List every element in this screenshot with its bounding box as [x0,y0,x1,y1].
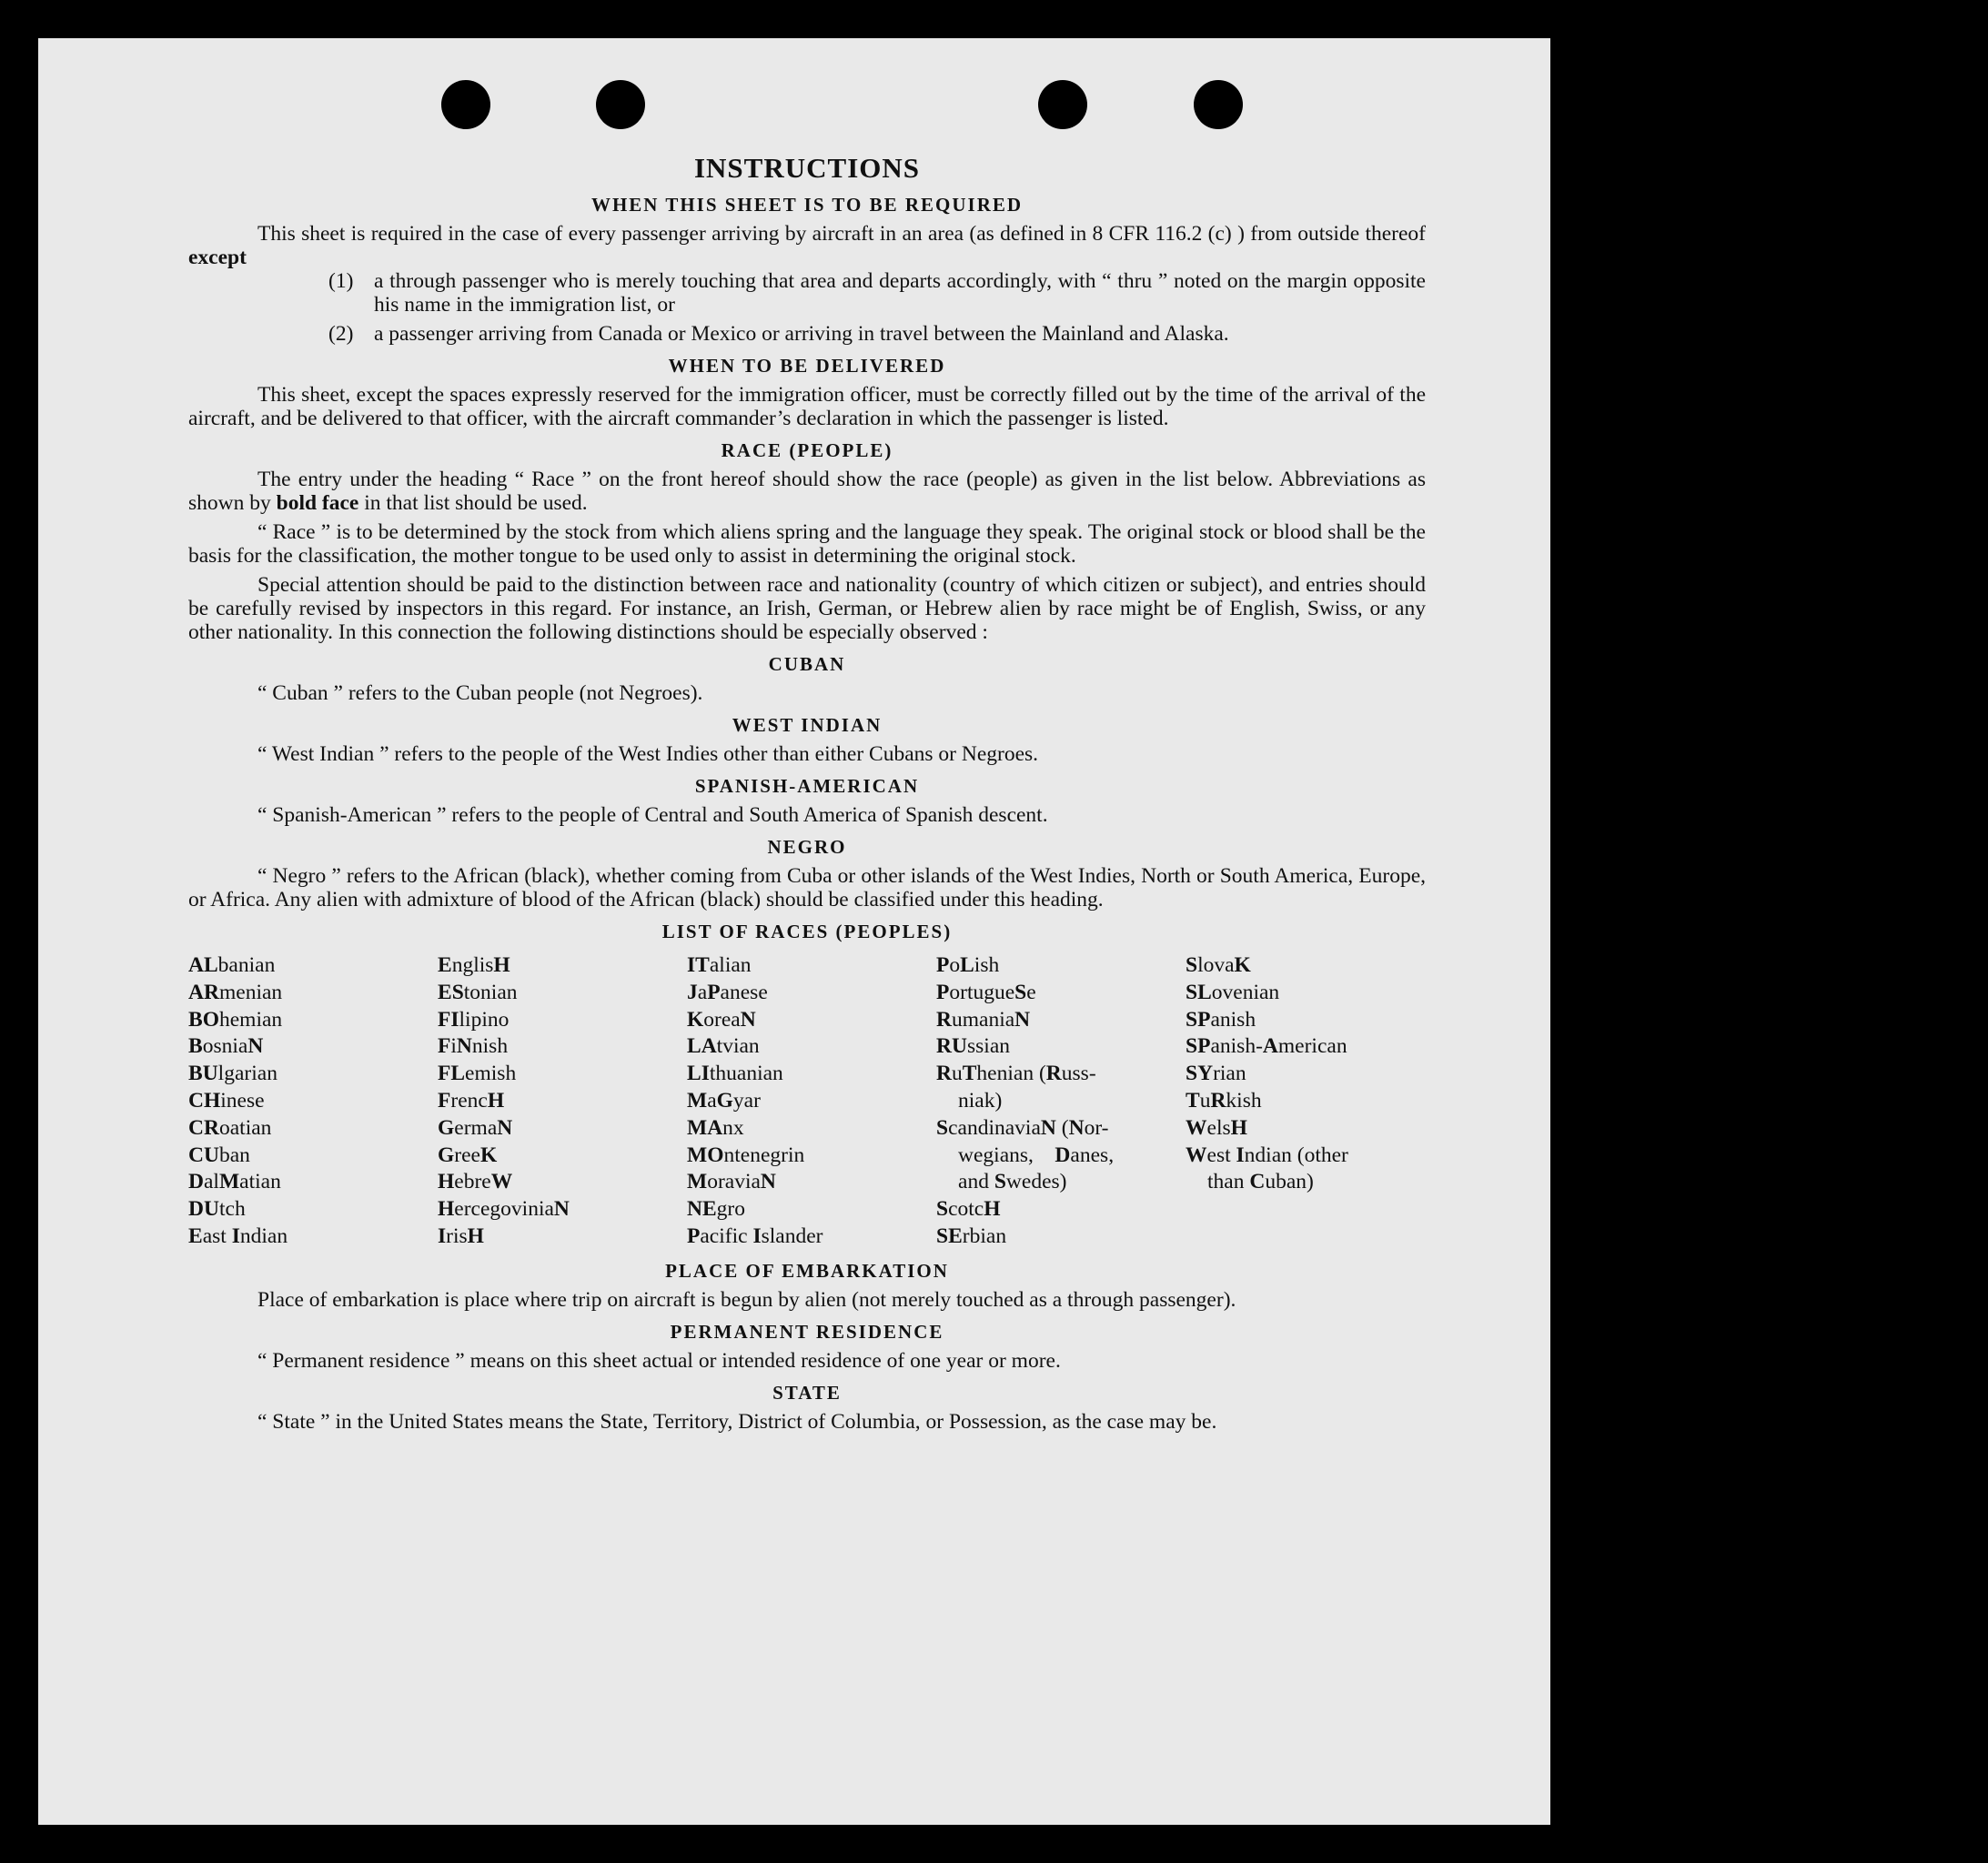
race-entry: Pacific Islander [687,1224,823,1248]
race-entry: RuThenian (Russ- [936,1062,1096,1086]
races-column [687,952,936,1251]
residence-text: “ Permanent residence ” means on this sheet actual or intended residence of one year or more. [257,1348,1061,1373]
race-entry: WelsH [1186,1115,1247,1140]
race-entry: ALbanian [188,953,276,977]
race-entry: DalMatian [188,1170,281,1194]
race-entry: West Indian (other [1186,1143,1348,1167]
race-entry: ScotcH [936,1197,1001,1222]
race-entry: than Cuban) [1207,1170,1314,1194]
race-entry: MoraviaN [687,1170,776,1194]
races-list [188,952,1426,1251]
race-entry: RumaniaN [936,1007,1031,1032]
race-entry: KoreaN [687,1007,756,1032]
exception-item: (1) a through passenger who is merely touching that area and departs accordingly, with “ thru ” noted on the margin opposite his name in the immigration list, or [328,269,1426,317]
race-entry: GermaN [438,1115,513,1140]
race-entry: LIthuanian [687,1062,783,1086]
punch-hole [1038,80,1087,129]
race-entry: SPanish [1186,1007,1256,1032]
race-entry: ITalian [687,953,752,977]
races-column [936,952,1186,1251]
race-entry: and Swedes) [958,1170,1067,1194]
delivered-text: This sheet, except the spaces expressly reserved for the immigration officer, must be correctly filled out by the time of the arrival of the aircraft, and be delivered to that officer, with the aircraft commander’s declaration in which the passenger is listed. [188,383,1426,430]
races-column [188,952,438,1251]
race-entry: wegians, Danes, [958,1143,1115,1167]
exception-item: (2) a passenger arriving from Canada or Mexico or arriving in travel between the Mainland and Alaska. [328,322,1229,346]
page-title: INSTRUCTIONS [693,152,920,184]
race-paragraph-3: Special attention should be paid to the distinction between race and nationality (country of which citizen or subject), and entries should be carefully revised by inspectors in this regard. For instance, an Irish, German, or Hebrew alien by race might be of English, Swiss, or any other nationality. In this connection the following distinctions should be especially observed : [188,573,1426,644]
race-entry: East Indian [188,1224,288,1248]
section-heading-races-list: LIST OF RACES (PEOPLES) [661,921,953,942]
section-heading-west-indian: WEST INDIAN [732,714,883,736]
race-entry: SErbian [936,1224,1007,1248]
race-entry: MaGyar [687,1088,761,1113]
section-heading-state: STATE [772,1381,842,1404]
section-heading-embarkation: PLACE OF EMBARKATION [665,1259,949,1282]
race-entry: SlovaK [1186,953,1251,977]
punch-hole [441,80,490,129]
race-entry: niak) [958,1088,1003,1113]
embarkation-text: Place of embarkation is place where trip on aircraft is begun by alien (not merely touched as a through passenger). [257,1287,1236,1312]
punch-hole [596,80,645,129]
race-entry: FiNnish [438,1034,509,1059]
races-column [1186,952,1435,1251]
race-entry: PortugueSe [936,980,1036,1004]
race-entry: EStonian [438,980,518,1004]
section-heading-cuban: CUBAN [768,653,846,675]
race-paragraph-1: The entry under the heading “ Race ” on the front hereof should show the race (people) as given in the list below. Abbreviations as shown by bold face in that list should be used. [188,468,1426,515]
race-entry: SLovenian [1186,980,1280,1004]
race-entry: RUssian [936,1034,1010,1059]
negro-text: “ Negro ” refers to the African (black), whether coming from Cuba or other islands of the West Indies, North or South America, Europe, or Africa. Any alien with admixture of blood of the African (black) should be classified under this heading. [188,864,1426,911]
section-heading-required: WHEN THIS SHEET IS TO BE REQUIRED [590,194,1024,216]
race-entry: CRoatian [188,1115,272,1140]
race-entry: BOhemian [188,1007,283,1032]
race-entry: GreeK [438,1143,498,1167]
cuban-text: “ Cuban ” refers to the Cuban people (not Negroes). [257,681,703,705]
race-entry: NEgro [687,1197,745,1222]
race-entry: ARmenian [188,980,283,1004]
race-paragraph-2: “ Race ” is to be determined by the stock from which aliens spring and the language they speak. The original stock or blood shall be the basis for the classification, the mother tongue to be used only to assist in determining the original stock. [188,520,1426,568]
race-entry: TuRkish [1186,1088,1262,1113]
punch-hole [1194,80,1243,129]
race-entry: CUban [188,1143,250,1167]
race-entry: FLemish [438,1062,517,1086]
document-page [38,38,1550,1825]
race-entry: HercegoviniaN [438,1197,570,1222]
state-text: “ State ” in the United States means the State, Territory, District of Columbia, or Possession, as the case may be. [257,1409,1217,1434]
section-heading-race: RACE (PEOPLE) [721,439,893,461]
race-entry: SPanish-American [1186,1034,1347,1059]
race-entry: CHinese [188,1088,265,1113]
race-entry: MOntenegrin [687,1143,805,1167]
race-entry: FrencH [438,1088,505,1113]
race-entry: ScandinaviaN (Nor- [936,1115,1109,1140]
race-entry: PoLish [936,953,1000,977]
required-intro: This sheet is required in the case of every passenger arriving by aircraft in an area (as defined in 8 CFR 116.2 (c) ) from outside thereof except [188,222,1426,269]
section-heading-delivered: WHEN TO BE DELIVERED [668,355,946,377]
section-heading-negro: NEGRO [767,836,847,858]
race-entry: SYrian [1186,1062,1246,1086]
race-entry: FIlipino [438,1007,510,1032]
west-indian-text: “ West Indian ” refers to the people of the West Indies other than either Cubans or Negroes. [257,742,1039,766]
section-heading-spanish-american: SPANISH-AMERICAN [694,775,920,797]
spanish-american-text: “ Spanish-American ” refers to the people of Central and South America of Spanish descent. [257,803,1048,827]
section-heading-residence: PERMANENT RESIDENCE [670,1320,944,1343]
race-entry: MAnx [687,1115,744,1140]
race-entry: BUlgarian [188,1062,278,1086]
race-entry: LAtvian [687,1034,760,1059]
race-entry: BosniaN [188,1034,264,1059]
race-entry: IrisH [438,1224,484,1248]
race-entry: DUtch [188,1197,246,1222]
races-column [438,952,687,1251]
race-entry: HebreW [438,1170,513,1194]
race-entry: EnglisH [438,953,510,977]
document-body [188,152,1426,1434]
race-entry: JaPanese [687,980,768,1004]
